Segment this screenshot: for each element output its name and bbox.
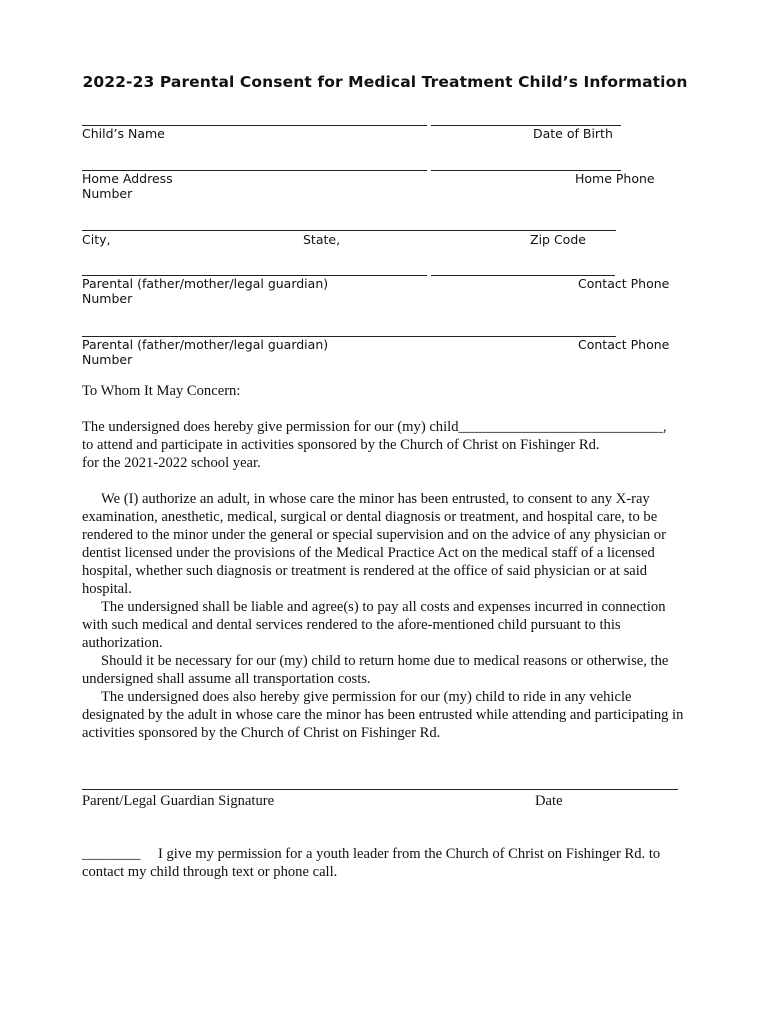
permission-line-2: to attend and participate in activities sponsored by the Church of Christ on Fishinger Rd. [82,437,600,453]
state-label: State, [303,232,341,247]
contact-phone-1-number-label: Number [82,291,133,306]
parental-2-label: Parental (father/mother/legal guardian) [82,337,329,352]
home-phone-number-label: Number [82,186,133,201]
city-label: City, [82,232,111,247]
date-label: Date [535,793,563,809]
permission-line-3: for the 2021-2022 school year. [82,455,261,471]
home-address-label: Home Address [82,171,173,186]
contact-permission-blank[interactable]: ________ [82,846,141,862]
permission-line-1: The undersigned does hereby give permission for our (my) child____________________________, [82,419,667,435]
vehicle-paragraph: The undersigned does also hereby give permission for our (my) child to ride in any vehicle designated by the adult in whose care the minor has been entrusted while attending and participating in activities sponsored by the Church of Christ on Fishinger Rd. [82,689,684,741]
authorization-section [82,490,694,742]
liability-paragraph: The undersigned shall be liable and agree(s) to pay all costs and expenses incurred in connection with such medical and dental services rendered to the afore-mentioned child pursuant to this authorization. [82,599,666,651]
contact-phone-2-label: Contact Phone [578,337,670,352]
page-title: 2022-23 Parental Consent for Medical Treatment Child’s Information [82,73,688,91]
return-home-paragraph: Should it be necessary for our (my) child to return home due to medical reasons or otherwise, the undersigned shall assume all transportation costs. [82,653,669,687]
child-name-label: Child’s Name [82,126,165,141]
date-of-birth-label: Date of Birth [533,126,613,141]
contact-phone-1-label: Contact Phone [578,276,670,291]
permission-paragraph [82,418,694,472]
contact-phone-2-number-label: Number [82,352,133,367]
home-phone-label: Home Phone [575,171,655,186]
zip-code-label: Zip Code [530,232,586,247]
contact-permission-text-2: contact my child through text or phone call. [82,864,338,880]
authorize-paragraph: We (I) authorize an adult, in whose care the minor has been entrusted, to consent to any X-ray examination, anesthetic, medical, surgical or dental diagnosis or treatment, and hospital care, to be rendered to the minor under the general or special supervision and on the advice of any physician or dentist licensed under the provisions of the Medical Practice Act on the medical staff of a licensed hospital, whether such diagnosis or treatment is rendered at the office of said physician or at said hospital. [82,491,666,597]
salutation: To Whom It May Concern: [82,383,241,399]
contact-permission-text: I give my permission for a youth leader from the Church of Christ on Fishinger Rd. to [158,846,661,862]
parental-1-label: Parental (father/mother/legal guardian) [82,276,329,291]
signature-label: Parent/Legal Guardian Signature [82,793,275,809]
signature-line[interactable] [82,789,678,790]
city-state-zip-line[interactable] [82,230,616,231]
